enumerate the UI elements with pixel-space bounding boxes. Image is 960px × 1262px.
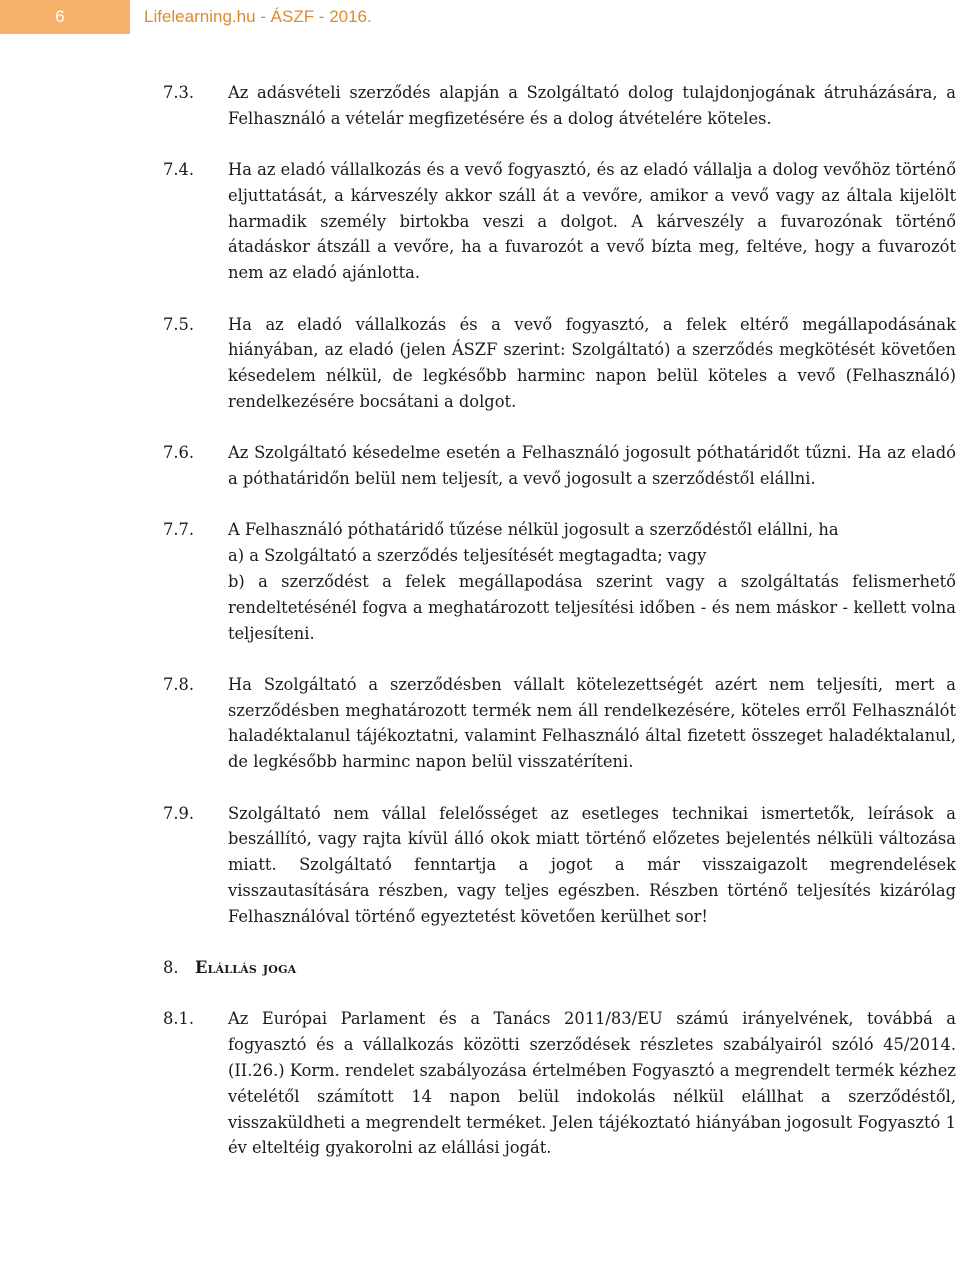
clause-line: a) a Szolgáltató a szerződés teljesítését megtagadta; vagy: [228, 546, 707, 566]
section-8-heading: [163, 955, 956, 981]
header-title: Lifelearning.hu - ÁSZF - 2016.: [144, 7, 372, 26]
clause-text: Az Szolgáltató késedelme esetén a Felhasználó jogosult póthatáridőt tűzni. Ha az eladó a póthatáridőn belül nem teljesít, a vevő jogosult a szerződéstől elállni.: [228, 443, 956, 489]
clause-number: 7.3.: [163, 83, 195, 102]
clause-text: Ha az eladó vállalkozás és a vevő fogyasztó, és az eladó vállalja a dolog vevőhöz történő eljuttatását, a kárveszély akkor száll át a vevőre, amikor a vevő vagy az általa kijelölt harmadik személy birtokba veszi a dolgot. A kárveszély a fuvarozónak történő átadáskor átszáll a vevőre, ha a fuvarozót a vevő bízta meg, feltéve, hogy a fuvarozót nem az eladó ajánlotta.: [228, 160, 956, 283]
clause-line: A Felhasználó póthatáridő tűzése nélkül jogosult a szerződéstől elállni, ha: [228, 520, 839, 540]
clause-7-6: [163, 440, 956, 492]
clause-text: Szolgáltató nem vállal felelősséget az esetleges technikai ismertetők, leírások a beszállító, vagy rajta kívül álló okok miatt történő előzetes bejelentés nélküli változása miatt. Szolgáltató fenntartja a jogot a már visszaigazolt megrendelések visszautasítására részben, vagy teljes egészben. Részben történő teljesítés kizárólag Felhasználóval történő egyeztetést követően kerülhet sor!: [228, 803, 956, 926]
clause-text: Ha az eladó vállalkozás és a vevő fogyasztó, a felek eltérő megállapodásának hiányában, az eladó (jelen ÁSZF szerint: Szolgáltató) a szerződés megkötését követően késedelem nélkül, de legkésőbb harminc napon belül köteles a vevő (Felhasználó) rendelkezésére bocsátani a dolgot.: [228, 314, 956, 411]
clause-number: 7.9.: [163, 803, 195, 823]
clause-number: 7.4.: [163, 160, 195, 180]
clause-number: 7.7.: [163, 520, 195, 540]
clause-number: 7.6.: [163, 443, 195, 463]
clause-number: 7.5.: [163, 314, 195, 334]
section-title: Elállás joga: [195, 958, 297, 978]
clause-7-9: [163, 801, 956, 930]
document-body: [163, 80, 956, 1187]
clause-text: Az Európai Parlament és a Tanács 2011/83/EU számú irányelvének, továbbá a fogyasztó és a vállalkozás közötti szerződések részletes szabályairól szóló 45/2014. (II.26.) Korm. rendelet szabályozása értelmében Fogyasztó a megrendelt termék kézhez vételétől számított 14 napon belül indokolás nélkül elállhat a szerződéstől, visszaküldheti a megrendelt terméket. Jelen tájékoztató hiányában jogosult Fogyasztó 1 év elteltéig gyakorolni az elállási jogát.: [228, 1009, 956, 1158]
clause-8-1: [163, 1006, 956, 1161]
clause-number: 7.8.: [163, 674, 195, 694]
clause-7-8: [163, 672, 956, 775]
page-number: 6: [0, 0, 130, 34]
clause-7-4: [163, 157, 956, 286]
clause-text: Az adásvételi szerződés alapján a Szolgáltató dolog tulajdonjogának átruházására, a Felhasználó a vételár megfizetésére és a dolog átvételére köteles.: [228, 83, 956, 128]
clause-line: b) a szerződést a felek megállapodása szerint vagy a szolgáltatás felismerhető rendeltetésénél fogva a meghatározott teljesítési időben - és nem máskor - kellett volna teljesíteni.: [228, 571, 956, 643]
page-header: [0, 0, 372, 34]
section-number: 8.: [163, 958, 179, 978]
clause-7-7: [163, 517, 956, 646]
clause-7-3: [163, 80, 956, 132]
clause-text: Ha Szolgáltató a szerződésben vállalt kötelezettségét azért nem teljesíti, mert a szerződésben meghatározott termék nem áll rendelkezésére, köteles erről Felhasználót haladéktalanul tájékoztatni, valamint Felhasználó által fizetett összeget haladéktalanul, de legkésőbb harminc napon belül visszatéríteni.: [228, 674, 956, 772]
clause-text: [228, 517, 956, 646]
clause-number: 8.1.: [163, 1009, 195, 1029]
clause-7-5: [163, 312, 956, 415]
